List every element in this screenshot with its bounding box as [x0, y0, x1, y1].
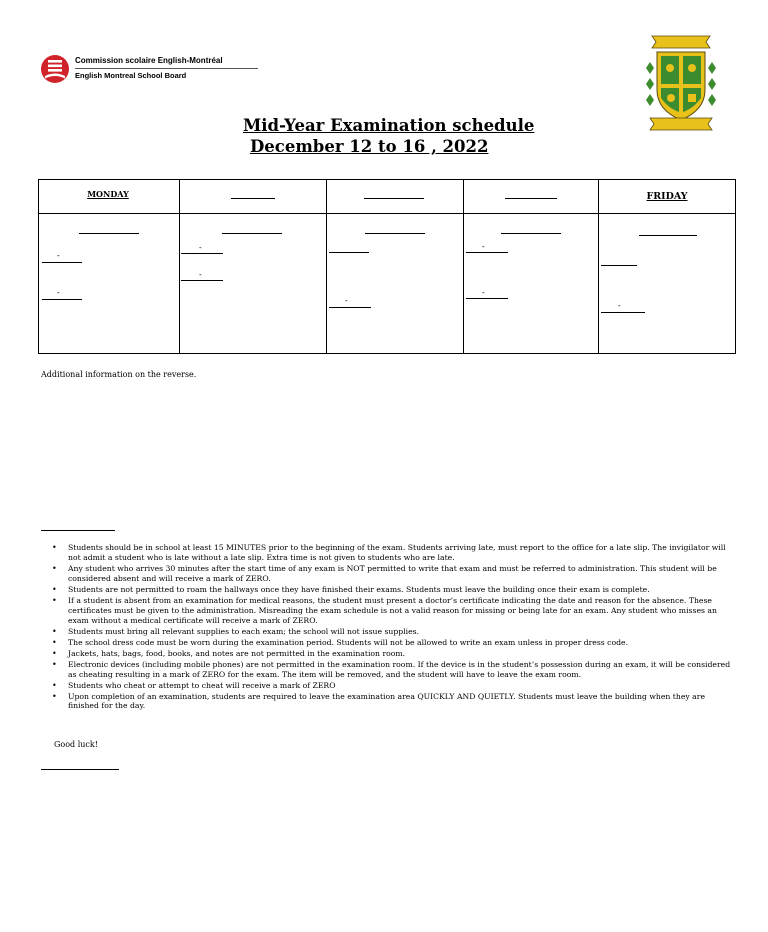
rule-item — [44, 627, 734, 637]
exam-slot-blank — [601, 265, 637, 266]
rule-item — [44, 638, 734, 648]
rule-item — [44, 543, 734, 563]
bullet-icon: • — [52, 648, 57, 658]
closing-text: Good luck! — [54, 740, 98, 749]
rule-item — [44, 692, 734, 712]
rule-text: Students should be in school at least 15 MINUTES prior to the beginning of the exam. Students arriving late, must report to the office for a late slip. The invigilator will not admit a student who is late without a late slip. Extra time is not given to students who are late. — [68, 543, 726, 562]
rule-text: The school dress code must be worn during the examination period. Students will not be allowed to write an exam unless in proper dress code. — [68, 637, 629, 647]
bullet-icon: • — [52, 584, 57, 594]
section-divider — [41, 769, 119, 770]
exam-slot-blank — [601, 312, 645, 313]
bullet-icon: • — [52, 691, 57, 701]
exam-slot-blank — [466, 298, 508, 299]
exam-slot-blank — [365, 233, 425, 234]
exam-slot-blank — [42, 299, 82, 300]
exam-rules-list — [44, 543, 734, 712]
rule-text: Jackets, hats, bags, food, books, and notes are not permitted in the examination room. — [68, 648, 406, 658]
column-divider — [463, 180, 464, 353]
exam-slot-blank — [181, 280, 223, 281]
schedule-table — [38, 179, 736, 354]
slot-dash: - — [199, 243, 202, 252]
board-logo — [40, 52, 230, 86]
slot-dash: - — [482, 242, 485, 251]
rule-text: Students who cheat or attempt to cheat will receive a mark of ZERO — [68, 680, 336, 690]
day-header-blank — [505, 198, 557, 199]
day-header-blank — [231, 198, 275, 199]
board-name-fr: Commission scolaire English-Montréal — [75, 56, 223, 65]
exam-dates: December 12 to 16 , 2022 — [250, 137, 489, 156]
slot-dash: - — [199, 270, 202, 279]
page-title: Mid-Year Examination schedule — [243, 116, 535, 135]
header-row-divider — [39, 213, 735, 214]
day-header-blank — [364, 198, 424, 199]
day-header-monday: MONDAY — [87, 189, 129, 199]
bullet-icon: • — [52, 543, 57, 552]
slot-dash: - — [57, 251, 60, 260]
rule-text: Electronic devices (including mobile phones) are not permitted in the examination room. If the device is in the student’s possession during an exam, it will be considered as cheating resulting in a mark of ZERO for the exam. The item will be removed, and the student will have to leave the exam room. — [68, 659, 731, 679]
exam-slot-blank — [329, 252, 369, 253]
rule-item — [44, 564, 734, 584]
bullet-icon: • — [52, 680, 57, 690]
exam-slot-blank — [42, 262, 82, 263]
bullet-icon: • — [52, 595, 57, 605]
rule-text: Any student who arrives 30 minutes after the start time of any exam is NOT permitted to write that exam and must be referred to administration. This student will be considered absent and will receive a mark of ZERO. — [68, 563, 717, 583]
slot-dash: - — [57, 288, 60, 297]
rule-item — [44, 649, 734, 659]
bullet-icon: • — [52, 563, 57, 573]
rule-item — [44, 596, 734, 626]
board-name-en: English Montreal School Board — [75, 71, 187, 80]
additional-info-note: Additional information on the reverse. — [41, 370, 197, 379]
rule-text: Upon completion of an examination, students are required to leave the examination area QUICKLY AND QUIETLY. Students must leave the building when they are finished for the day. — [68, 691, 705, 711]
exam-slot-blank — [639, 235, 697, 236]
section-divider — [41, 530, 115, 531]
column-divider — [326, 180, 327, 353]
column-divider — [179, 180, 180, 353]
rule-item — [44, 681, 734, 691]
exam-slot-blank — [181, 253, 223, 254]
exam-slot-blank — [79, 233, 139, 234]
slot-dash: - — [482, 288, 485, 297]
rule-text: If a student is absent from an examination for medical reasons, the student must present a doctor’s certificate indicating the date and reason for the absence. These certificates must be given to the administration. Misreading the exam schedule is not a valid reason for missing or being late for an exam. Any student who misses an exam without a medical certificate will receive a mark of ZERO. — [68, 595, 717, 625]
exam-slot-blank — [501, 233, 561, 234]
bullet-icon: • — [52, 626, 57, 636]
slot-dash: - — [345, 296, 348, 305]
day-header-friday: FRIDAY — [646, 191, 688, 202]
bullet-icon: • — [52, 659, 57, 669]
school-crest — [640, 28, 722, 134]
column-divider — [598, 180, 599, 353]
bullet-icon: • — [52, 637, 57, 647]
rule-item — [44, 660, 734, 680]
exam-slot-blank — [466, 252, 508, 253]
exam-slot-blank — [222, 233, 282, 234]
slot-dash: - — [618, 301, 621, 310]
rule-text: Students must bring all relevant supplies to each exam; the school will not issue supplies. — [68, 626, 420, 636]
rule-text: Students are not permitted to roam the hallways once they have finished their exams. Students must leave the building once their exam is complete. — [68, 584, 650, 594]
exam-slot-blank — [329, 307, 371, 308]
rule-item — [44, 585, 734, 595]
board-logo-icon — [40, 54, 70, 84]
logo-divider — [75, 68, 258, 69]
